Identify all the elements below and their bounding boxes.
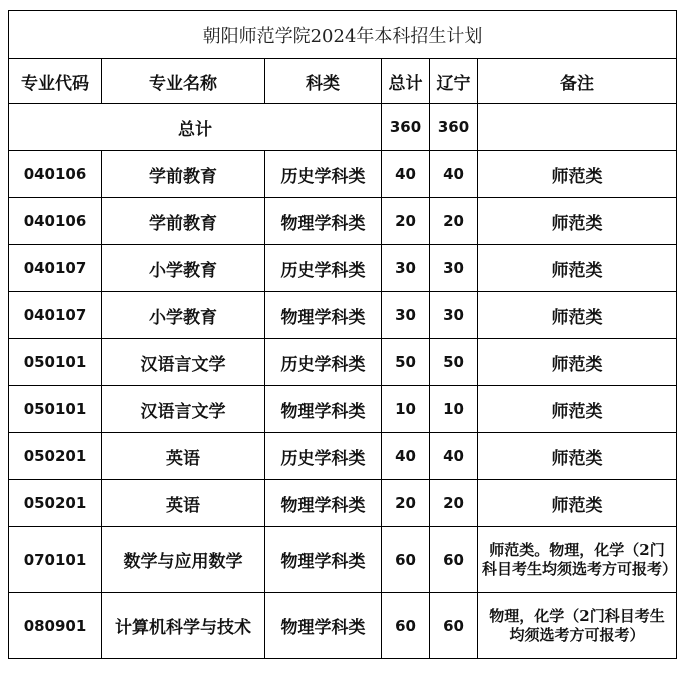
cell-category: 历史学科类: [265, 245, 382, 292]
enrollment-plan-table: [8, 10, 677, 659]
cell-total: 20: [382, 198, 430, 245]
header-name: 专业名称: [102, 59, 265, 104]
cell-note: 师范类: [478, 386, 677, 433]
cell-liaoning: 20: [430, 198, 478, 245]
cell-category: 物理学科类: [265, 480, 382, 527]
cell-liaoning: 10: [430, 386, 478, 433]
cell-code: 080901: [9, 593, 102, 659]
cell-name: 学前教育: [102, 151, 265, 198]
cell-name: 小学教育: [102, 245, 265, 292]
cell-total: 50: [382, 339, 430, 386]
cell-note: 师范类: [478, 245, 677, 292]
cell-total: 40: [382, 151, 430, 198]
table-row: [9, 339, 677, 386]
header-note: 备注: [478, 59, 677, 104]
cell-name: 计算机科学与技术: [102, 593, 265, 659]
cell-liaoning: 60: [430, 593, 478, 659]
header-liaoning: 辽宁: [430, 59, 478, 104]
cell-note: 师范类: [478, 198, 677, 245]
cell-name: 小学教育: [102, 292, 265, 339]
header-total: 总计: [382, 59, 430, 104]
summary-label: 总计: [9, 104, 382, 151]
summary-row: [9, 104, 677, 151]
cell-code: 050101: [9, 386, 102, 433]
summary-total: 360: [382, 104, 430, 151]
cell-category: 物理学科类: [265, 593, 382, 659]
cell-liaoning: 40: [430, 433, 478, 480]
cell-liaoning: 30: [430, 292, 478, 339]
cell-code: 050201: [9, 480, 102, 527]
plan-table-wrapper: [8, 10, 677, 659]
header-category: 科类: [265, 59, 382, 104]
cell-code: 040106: [9, 151, 102, 198]
cell-liaoning: 30: [430, 245, 478, 292]
table-row: [9, 198, 677, 245]
cell-total: 40: [382, 433, 430, 480]
cell-note: 师范类: [478, 339, 677, 386]
header-row: [9, 59, 677, 104]
cell-note: 师范类: [478, 151, 677, 198]
table-row: [9, 433, 677, 480]
cell-note: 师范类。物理，化学（2门科目考生均须选考方可报考）: [478, 527, 677, 593]
header-code: 专业代码: [9, 59, 102, 104]
cell-total: 60: [382, 527, 430, 593]
cell-name: 数学与应用数学: [102, 527, 265, 593]
cell-name: 英语: [102, 480, 265, 527]
cell-note: 师范类: [478, 292, 677, 339]
cell-note: 师范类: [478, 433, 677, 480]
cell-code: 070101: [9, 527, 102, 593]
cell-liaoning: 60: [430, 527, 478, 593]
cell-code: 040107: [9, 292, 102, 339]
cell-category: 物理学科类: [265, 386, 382, 433]
summary-note: [478, 104, 677, 151]
table-row: [9, 245, 677, 292]
cell-name: 学前教育: [102, 198, 265, 245]
cell-category: 历史学科类: [265, 339, 382, 386]
table-row: [9, 480, 677, 527]
table-row: [9, 151, 677, 198]
cell-total: 10: [382, 386, 430, 433]
cell-name: 汉语言文学: [102, 339, 265, 386]
cell-total: 20: [382, 480, 430, 527]
cell-total: 60: [382, 593, 430, 659]
summary-liaoning: 360: [430, 104, 478, 151]
cell-total: 30: [382, 292, 430, 339]
table-row: [9, 527, 677, 593]
table-title: 朝阳师范学院2024年本科招生计划: [9, 11, 677, 59]
cell-category: 物理学科类: [265, 292, 382, 339]
cell-category: 历史学科类: [265, 433, 382, 480]
cell-name: 英语: [102, 433, 265, 480]
cell-category: 历史学科类: [265, 151, 382, 198]
cell-note: 物理，化学（2门科目考生均须选考方可报考）: [478, 593, 677, 659]
cell-liaoning: 40: [430, 151, 478, 198]
cell-code: 040107: [9, 245, 102, 292]
cell-liaoning: 20: [430, 480, 478, 527]
table-row: [9, 593, 677, 659]
cell-code: 050201: [9, 433, 102, 480]
cell-note: 师范类: [478, 480, 677, 527]
cell-category: 物理学科类: [265, 198, 382, 245]
table-row: [9, 292, 677, 339]
cell-code: 040106: [9, 198, 102, 245]
table-row: [9, 386, 677, 433]
cell-name: 汉语言文学: [102, 386, 265, 433]
cell-liaoning: 50: [430, 339, 478, 386]
cell-total: 30: [382, 245, 430, 292]
cell-category: 物理学科类: [265, 527, 382, 593]
cell-code: 050101: [9, 339, 102, 386]
